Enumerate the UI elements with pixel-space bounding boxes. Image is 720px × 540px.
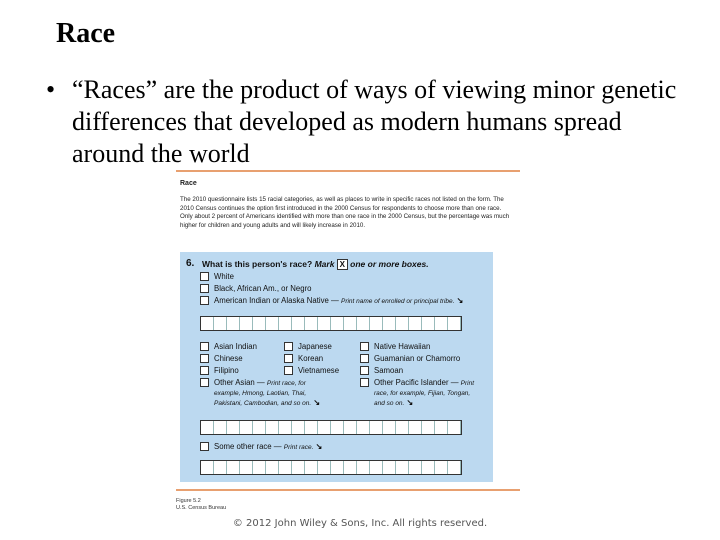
figure-caption-line-1: Figure 5.2 xyxy=(176,498,201,504)
other-pacific-text: Other Pacific Islander — xyxy=(374,378,459,387)
korean-label: Korean xyxy=(298,354,324,363)
korean-checkbox[interactable] xyxy=(284,354,293,363)
copyright-footer: © 2012 John Wiley & Sons, Inc. All rights reserved. xyxy=(232,518,488,529)
some-other-race-text: Some other race — xyxy=(214,442,282,451)
slide-title: Race xyxy=(56,18,116,49)
black-label: Black, African Am., or Negro xyxy=(214,284,312,293)
arrow-icon: ↘ xyxy=(456,296,464,305)
census-race-form xyxy=(180,252,493,482)
other-asian-note-3 xyxy=(214,398,320,407)
question-text xyxy=(202,259,429,270)
question-mark-word: Mark xyxy=(314,259,335,269)
question-main: What is this person's race? xyxy=(202,259,313,269)
filipino-checkbox[interactable] xyxy=(200,366,209,375)
other-pacific-checkbox[interactable] xyxy=(360,378,369,387)
white-checkbox[interactable] xyxy=(200,272,209,281)
figure-description: The 2010 questionnaire lists 15 racial categories, as well as places to write in specific races not listed on the form. The 2010 Census continues the option first introduced in the 2000 Census for respondents to choose more than one race. Only about 2 percent of Americans identified with more than one race in the 2000 Census, but the percentage was much higher for children and young adults and will likely increase in 2010. xyxy=(180,196,510,229)
other-pacific-note-0: Print xyxy=(460,380,475,387)
japanese-checkbox[interactable] xyxy=(284,342,293,351)
vietnamese-label: Vietnamese xyxy=(298,366,340,375)
other-pacific-label xyxy=(374,378,474,387)
some-other-race-label xyxy=(214,442,322,451)
figure-caption-line-2: U.S. Census Bureau xyxy=(176,504,227,511)
figure-caption xyxy=(176,498,226,511)
chinese-checkbox[interactable] xyxy=(200,354,209,363)
question-suffix: one or more boxes. xyxy=(350,259,429,269)
arrow-icon: ↘ xyxy=(406,398,414,407)
bullet-dot: • xyxy=(46,75,56,104)
figure-bottom-rule xyxy=(176,489,520,491)
guamanian-checkbox[interactable] xyxy=(360,354,369,363)
other-asian-label xyxy=(214,378,306,387)
samoan-checkbox[interactable] xyxy=(360,366,369,375)
other-pacific-note-2-text: and so on. xyxy=(374,400,405,407)
guamanian-label: Guamanian or Chamorro xyxy=(374,354,461,363)
other-asian-note-2-text: example, Hmong, Laotian, Thai, xyxy=(214,390,307,397)
other-pacific-note-2 xyxy=(374,398,413,407)
mark-x-box: X xyxy=(337,259,348,270)
other-pacific-note-1 xyxy=(374,388,470,397)
race-write-in-field-1[interactable] xyxy=(200,420,462,435)
tribe-write-in-field[interactable] xyxy=(200,316,462,331)
race-write-in-field-2[interactable] xyxy=(200,460,462,475)
native-hawaiian-label: Native Hawaiian xyxy=(374,342,431,351)
native-hawaiian-checkbox[interactable] xyxy=(360,342,369,351)
arrow-icon: ↘ xyxy=(315,442,323,451)
american-indian-text: American Indian or Alaska Native — xyxy=(214,296,339,305)
samoan-label: Samoan xyxy=(374,366,404,375)
american-indian-note: Print name of enrolled or principal tribe. xyxy=(340,298,455,305)
other-asian-note-2 xyxy=(214,388,306,397)
japanese-label: Japanese xyxy=(298,342,332,351)
some-other-race-checkbox[interactable] xyxy=(200,442,209,451)
other-asian-checkbox[interactable] xyxy=(200,378,209,387)
figure-heading: Race xyxy=(180,180,197,187)
bullet-text: “Races” are the product of ways of viewing minor genetic differences that developed as modern humans spread around the world xyxy=(72,75,677,168)
other-asian-note-3-text: Pakistani, Cambodian, and so on. xyxy=(214,400,312,407)
filipino-label: Filipino xyxy=(214,366,239,375)
white-label: White xyxy=(214,272,234,281)
figure-top-rule xyxy=(176,170,520,172)
asian-indian-label: Asian Indian xyxy=(214,342,257,351)
question-number: 6. xyxy=(186,258,195,269)
american-indian-checkbox[interactable] xyxy=(200,296,209,305)
some-other-race-note: Print race. xyxy=(283,444,314,451)
arrow-icon: ↘ xyxy=(313,398,321,407)
other-asian-note-1: Print race, for xyxy=(266,380,306,387)
asian-indian-checkbox[interactable] xyxy=(200,342,209,351)
census-figure xyxy=(176,170,520,510)
other-pacific-note-1-text: race, for example, Fijian, Tongan, xyxy=(374,390,471,397)
black-checkbox[interactable] xyxy=(200,284,209,293)
chinese-label: Chinese xyxy=(214,354,243,363)
american-indian-label xyxy=(214,296,463,305)
vietnamese-checkbox[interactable] xyxy=(284,366,293,375)
other-asian-text: Other Asian — xyxy=(214,378,265,387)
